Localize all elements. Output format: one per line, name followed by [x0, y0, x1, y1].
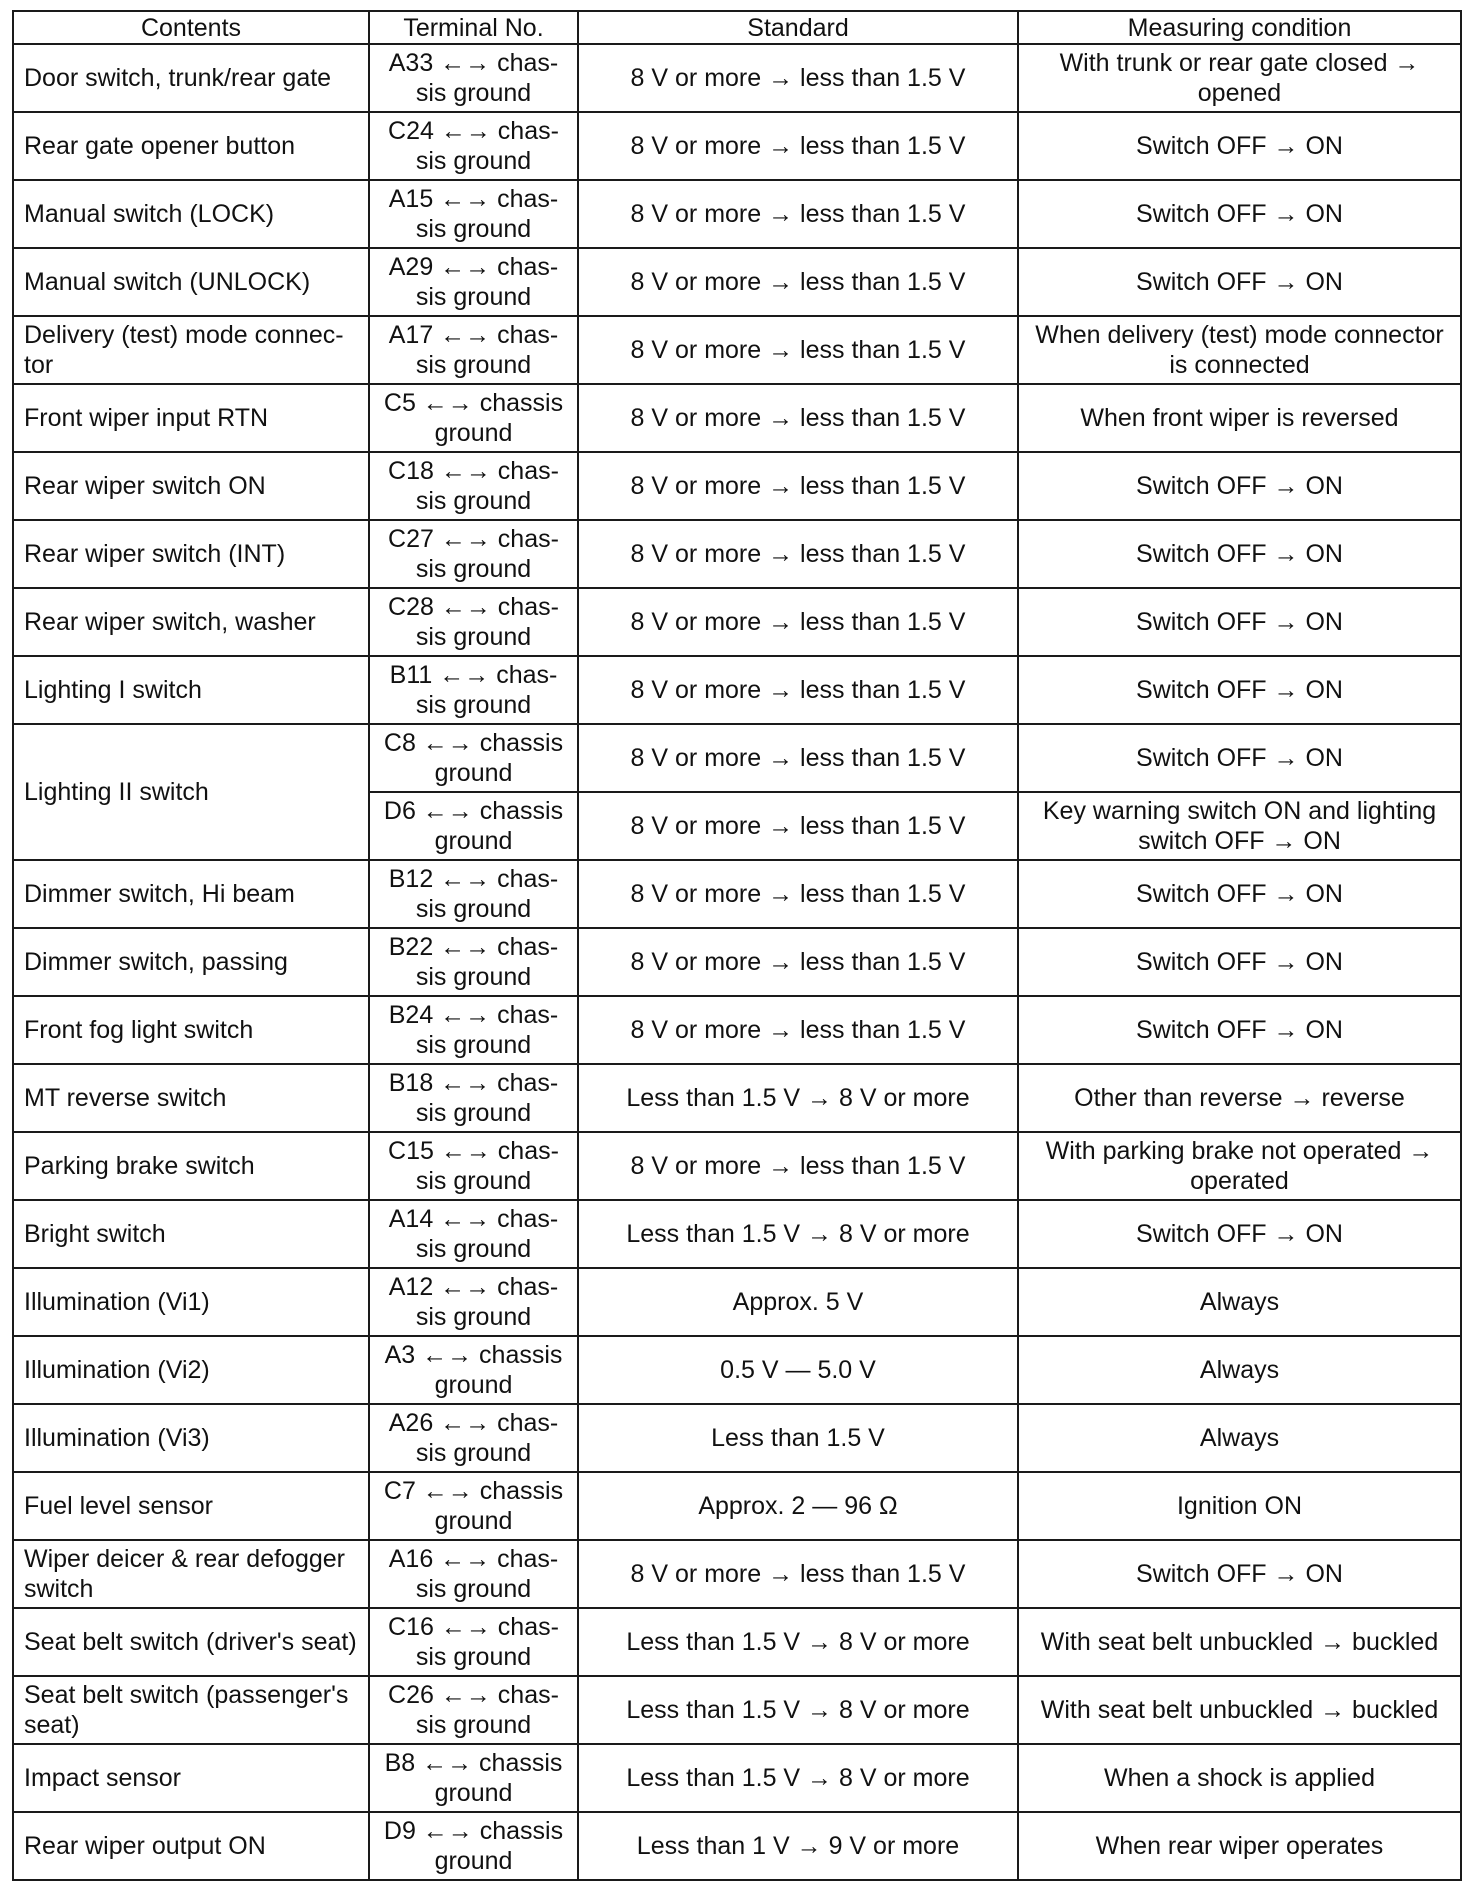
cell-standard: 8 V or more → less than 1.5 V — [578, 656, 1018, 724]
cell-contents: Lighting I switch — [13, 656, 369, 724]
cell-standard: 8 V or more → less than 1.5 V — [578, 520, 1018, 588]
cell-terminal: D6 ←→ chassis ground — [369, 792, 578, 860]
cell-standard: 0.5 V — 5.0 V — [578, 1336, 1018, 1404]
cell-terminal: D9 ←→ chassis ground — [369, 1812, 578, 1880]
cell-standard: 8 V or more → less than 1.5 V — [578, 724, 1018, 792]
cell-condition: Ignition ON — [1018, 1472, 1461, 1540]
cell-contents: Front wiper input RTN — [13, 384, 369, 452]
cell-contents: Rear wiper switch (INT) — [13, 520, 369, 588]
cell-condition: Switch OFF → ON — [1018, 180, 1461, 248]
header-row — [13, 11, 1461, 44]
cell-contents: Rear gate opener button — [13, 112, 369, 180]
cell-standard: 8 V or more → less than 1.5 V — [578, 316, 1018, 384]
cell-condition: Other than reverse → reverse — [1018, 1064, 1461, 1132]
header-contents: Contents — [13, 11, 369, 44]
cell-standard: Less than 1.5 V → 8 V or more — [578, 1608, 1018, 1676]
cell-standard: 8 V or more → less than 1.5 V — [578, 1132, 1018, 1200]
cell-terminal: C5 ←→ chassis ground — [369, 384, 578, 452]
cell-condition: Switch OFF → ON — [1018, 248, 1461, 316]
cell-condition: Switch OFF → ON — [1018, 724, 1461, 792]
cell-terminal: C24 ←→ chas- sis ground — [369, 112, 578, 180]
cell-standard: 8 V or more → less than 1.5 V — [578, 996, 1018, 1064]
table-row — [13, 1336, 1461, 1404]
cell-standard: 8 V or more → less than 1.5 V — [578, 860, 1018, 928]
cell-standard: 8 V or more → less than 1.5 V — [578, 452, 1018, 520]
cell-contents: Lighting II switch — [13, 724, 369, 860]
table-row — [13, 1676, 1461, 1744]
cell-standard: 8 V or more → less than 1.5 V — [578, 792, 1018, 860]
table-row — [13, 1472, 1461, 1540]
cell-standard: 8 V or more → less than 1.5 V — [578, 112, 1018, 180]
cell-standard: Approx. 2 — 96 Ω — [578, 1472, 1018, 1540]
cell-contents: Front fog light switch — [13, 996, 369, 1064]
cell-terminal: C18 ←→ chas- sis ground — [369, 452, 578, 520]
cell-terminal: B22 ←→ chas- sis ground — [369, 928, 578, 996]
table-row — [13, 384, 1461, 452]
cell-condition: Switch OFF → ON — [1018, 860, 1461, 928]
cell-contents: Parking brake switch — [13, 1132, 369, 1200]
cell-standard: Less than 1 V → 9 V or more — [578, 1812, 1018, 1880]
cell-condition: Switch OFF → ON — [1018, 928, 1461, 996]
cell-terminal: B18 ←→ chas- sis ground — [369, 1064, 578, 1132]
cell-condition: With trunk or rear gate closed → opened — [1018, 44, 1461, 112]
cell-contents: Seat belt switch (driver's seat) — [13, 1608, 369, 1676]
cell-standard: 8 V or more → less than 1.5 V — [578, 44, 1018, 112]
cell-condition: When a shock is applied — [1018, 1744, 1461, 1812]
table-row — [13, 588, 1461, 656]
cell-standard: Less than 1.5 V → 8 V or more — [578, 1676, 1018, 1744]
cell-standard: 8 V or more → less than 1.5 V — [578, 588, 1018, 656]
cell-contents: Dimmer switch, Hi beam — [13, 860, 369, 928]
cell-condition: With parking brake not operated → operated — [1018, 1132, 1461, 1200]
cell-standard: Less than 1.5 V — [578, 1404, 1018, 1472]
cell-terminal: A3 ←→ chassis ground — [369, 1336, 578, 1404]
table-row — [13, 44, 1461, 112]
cell-standard: Less than 1.5 V → 8 V or more — [578, 1200, 1018, 1268]
cell-standard: Less than 1.5 V → 8 V or more — [578, 1744, 1018, 1812]
cell-contents: Door switch, trunk/rear gate — [13, 44, 369, 112]
cell-terminal: B8 ←→ chassis ground — [369, 1744, 578, 1812]
cell-condition: With seat belt unbuckled → buckled — [1018, 1608, 1461, 1676]
cell-condition: Switch OFF → ON — [1018, 588, 1461, 656]
table-row — [13, 860, 1461, 928]
cell-standard: 8 V or more → less than 1.5 V — [578, 384, 1018, 452]
cell-condition: Switch OFF → ON — [1018, 112, 1461, 180]
cell-terminal: C7 ←→ chassis ground — [369, 1472, 578, 1540]
cell-contents: Rear wiper switch ON — [13, 452, 369, 520]
table-row — [13, 112, 1461, 180]
cell-terminal: B24 ←→ chas- sis ground — [369, 996, 578, 1064]
cell-condition: When delivery (test) mode connector is connected — [1018, 316, 1461, 384]
cell-condition: Key warning switch ON and lighting switch OFF → ON — [1018, 792, 1461, 860]
cell-condition: Switch OFF → ON — [1018, 1540, 1461, 1608]
cell-terminal: A29 ←→ chas- sis ground — [369, 248, 578, 316]
table-row — [13, 1268, 1461, 1336]
header-standard: Standard — [578, 11, 1018, 44]
cell-standard: 8 V or more → less than 1.5 V — [578, 248, 1018, 316]
cell-contents: Illumination (Vi1) — [13, 1268, 369, 1336]
cell-terminal: B11 ←→ chas- sis ground — [369, 656, 578, 724]
cell-condition: Switch OFF → ON — [1018, 520, 1461, 588]
cell-terminal: C8 ←→ chassis ground — [369, 724, 578, 792]
cell-contents: Illumination (Vi3) — [13, 1404, 369, 1472]
table-body — [13, 44, 1461, 1880]
cell-condition: When rear wiper operates — [1018, 1812, 1461, 1880]
cell-condition: Always — [1018, 1404, 1461, 1472]
cell-contents: Rear wiper switch, washer — [13, 588, 369, 656]
cell-terminal: A14 ←→ chas- sis ground — [369, 1200, 578, 1268]
cell-condition: Always — [1018, 1336, 1461, 1404]
table-row — [13, 1540, 1461, 1608]
cell-contents: Delivery (test) mode connec- tor — [13, 316, 369, 384]
cell-terminal: A12 ←→ chas- sis ground — [369, 1268, 578, 1336]
table-row — [13, 1132, 1461, 1200]
cell-terminal: C27 ←→ chas- sis ground — [369, 520, 578, 588]
table-row — [13, 1812, 1461, 1880]
cell-contents: Manual switch (LOCK) — [13, 180, 369, 248]
cell-terminal: B12 ←→ chas- sis ground — [369, 860, 578, 928]
cell-standard: Less than 1.5 V → 8 V or more — [578, 1064, 1018, 1132]
table-row — [13, 180, 1461, 248]
cell-condition: Switch OFF → ON — [1018, 452, 1461, 520]
cell-standard: Approx. 5 V — [578, 1268, 1018, 1336]
table-row — [13, 452, 1461, 520]
table-row — [13, 1608, 1461, 1676]
cell-standard: 8 V or more → less than 1.5 V — [578, 1540, 1018, 1608]
cell-terminal: A33 ←→ chas- sis ground — [369, 44, 578, 112]
cell-terminal: C16 ←→ chas- sis ground — [369, 1608, 578, 1676]
table-row — [13, 724, 1461, 792]
table-row — [13, 520, 1461, 588]
table-row — [13, 928, 1461, 996]
table-row — [13, 1404, 1461, 1472]
table-row — [13, 1744, 1461, 1812]
cell-contents: Fuel level sensor — [13, 1472, 369, 1540]
cell-contents: MT reverse switch — [13, 1064, 369, 1132]
table-row — [13, 1064, 1461, 1132]
cell-condition: Switch OFF → ON — [1018, 996, 1461, 1064]
cell-condition: Switch OFF → ON — [1018, 656, 1461, 724]
cell-terminal: A15 ←→ chas- sis ground — [369, 180, 578, 248]
cell-contents: Bright switch — [13, 1200, 369, 1268]
header-terminal: Terminal No. — [369, 11, 578, 44]
cell-terminal: A16 ←→ chas- sis ground — [369, 1540, 578, 1608]
cell-terminal: C15 ←→ chas- sis ground — [369, 1132, 578, 1200]
cell-terminal: C26 ←→ chas- sis ground — [369, 1676, 578, 1744]
cell-condition: Always — [1018, 1268, 1461, 1336]
cell-terminal: A26 ←→ chas- sis ground — [369, 1404, 578, 1472]
cell-contents: Rear wiper output ON — [13, 1812, 369, 1880]
cell-condition: With seat belt unbuckled → buckled — [1018, 1676, 1461, 1744]
cell-contents: Impact sensor — [13, 1744, 369, 1812]
cell-contents: Wiper deicer & rear defogger switch — [13, 1540, 369, 1608]
cell-condition: Switch OFF → ON — [1018, 1200, 1461, 1268]
table-row — [13, 316, 1461, 384]
table-row — [13, 996, 1461, 1064]
spec-table — [12, 10, 1462, 1881]
table-row — [13, 1200, 1461, 1268]
cell-contents: Dimmer switch, passing — [13, 928, 369, 996]
cell-terminal: C28 ←→ chas- sis ground — [369, 588, 578, 656]
cell-contents: Manual switch (UNLOCK) — [13, 248, 369, 316]
cell-standard: 8 V or more → less than 1.5 V — [578, 928, 1018, 996]
cell-standard: 8 V or more → less than 1.5 V — [578, 180, 1018, 248]
cell-contents: Seat belt switch (passenger's seat) — [13, 1676, 369, 1744]
cell-condition: When front wiper is reversed — [1018, 384, 1461, 452]
cell-contents: Illumination (Vi2) — [13, 1336, 369, 1404]
cell-terminal: A17 ←→ chas- sis ground — [369, 316, 578, 384]
table-row — [13, 248, 1461, 316]
header-condition: Measuring condition — [1018, 11, 1461, 44]
table-row — [13, 656, 1461, 724]
